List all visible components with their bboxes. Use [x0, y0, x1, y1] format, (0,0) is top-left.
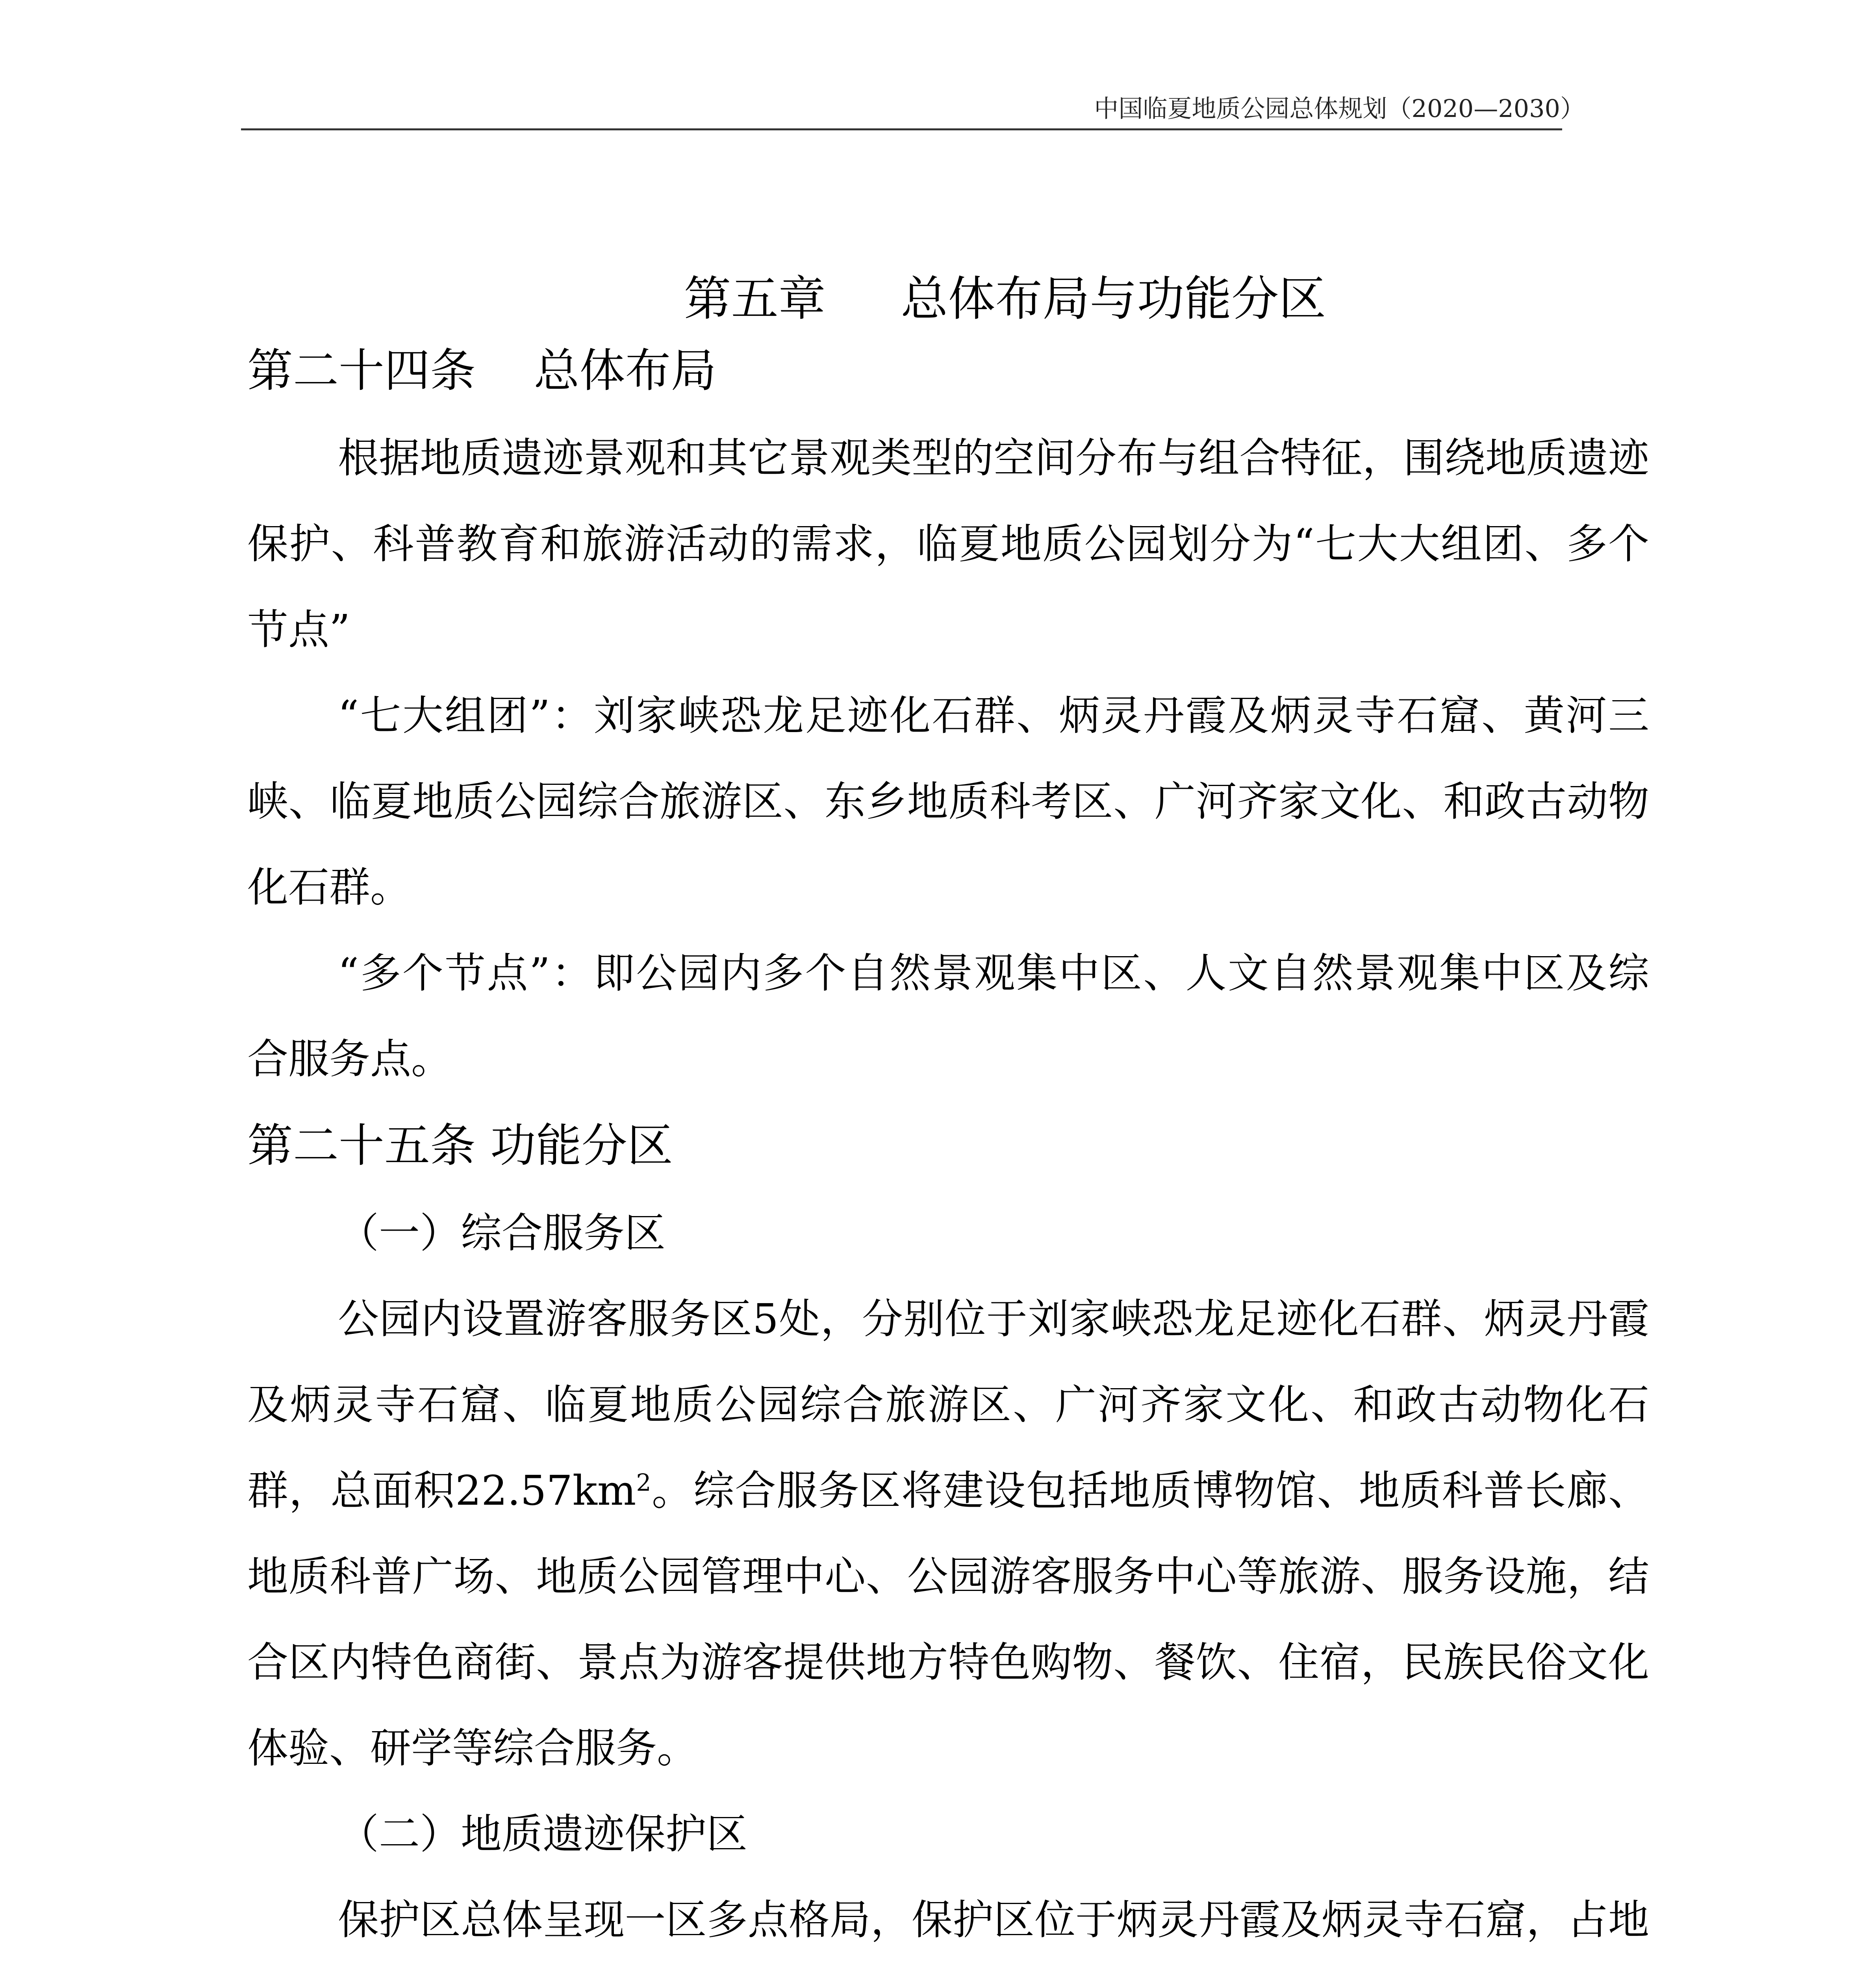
page-content [247, 327, 1649, 1969]
zone-1-text-b: 。综合服务区将建设包括地质博物馆、地质科普长廊、地质科普广场、地质公园管理中心、公园游客服务中心等旅游、服务设施，结合区内特色商街、景点为游客提供地方特色购物、餐饮、住宿，民族民俗文化体验、研学等综合服务。 [247, 1467, 1649, 1772]
zone-2-paragraph [247, 1877, 1649, 1969]
zone-1-paragraph [247, 1276, 1649, 1791]
chapter-title: 第五章 总体布局与功能分区 [684, 272, 1326, 327]
zone-1-heading: （一）综合服务区 [338, 1209, 666, 1257]
article-24-heading: 第二十四条 总体布局 [247, 344, 717, 397]
header-rule [241, 128, 1562, 130]
zone-1-superscript: 2 [636, 1469, 651, 1497]
zone-2-text-a: 保护区总体呈现一区多点格局，保护区位于炳灵丹霞及炳灵寺石窟，占地 [338, 1896, 1649, 1944]
article-25-heading: 第二十五条 功能分区 [247, 1119, 673, 1172]
article-24-paragraph-3: “多个节点”：即公园内多个自然景观集中区、人文自然景观集中区及综合服务点。 [247, 949, 1649, 1083]
article-24-paragraph-1: 根据地质遗迹景观和其它景观类型的空间分布与组合特征，围绕地质遗迹保护、科普教育和旅游活动的需求，临夏地质公园划分为“七大大组团、多个节点” [247, 434, 1649, 654]
zone-1-text-a: 公园内设置游客服务区5处，分别位于刘家峡恐龙足迹化石群、炳灵丹霞及炳灵寺石窟、临夏地质公园综合旅游区、广河齐家文化、和政古动物化石群，总面积22.57km [247, 1295, 1649, 1515]
zone-2-heading: （二）地质遗迹保护区 [338, 1810, 748, 1858]
article-24-paragraph-2: “七大组团”：刘家峡恐龙足迹化石群、炳灵丹霞及炳灵寺石窟、黄河三峡、临夏地质公园综合旅游区、东乡地质科考区、广河齐家文化、和政古动物化石群。 [247, 692, 1649, 911]
running-header: 中国临夏地质公园总体规划（2020—2030） [1094, 94, 1585, 123]
